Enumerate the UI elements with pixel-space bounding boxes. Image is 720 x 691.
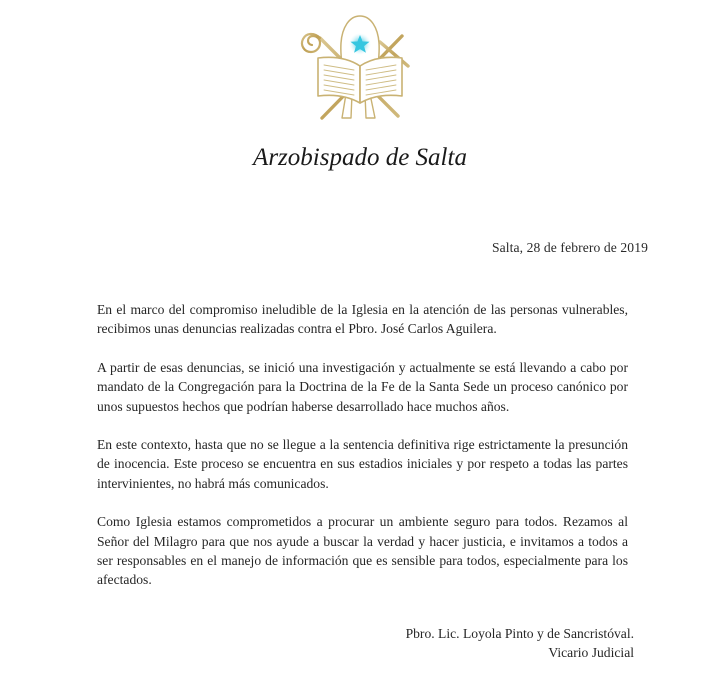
paragraph: En el marco del compromiso ineludible de la Iglesia en la atención de las personas vulnerables, recibimos unas denuncias realizadas contra el Pbro. José Carlos Aguilera. [97, 302, 628, 337]
signatory-title: Vicario Judicial [548, 645, 634, 661]
organization-name-text: Arzobispado de Salta [253, 144, 467, 171]
paragraph: En este contexto, hasta que no se llegue a la sentencia definitiva rige estrictamente la presunción de inocencia. Este proceso se encuentra en sus estadios iniciales y por respeto a todas las partes intervinientes, no habrá más comunicados. [97, 437, 628, 491]
organization-name [242, 136, 478, 178]
signature-block [0, 624, 720, 663]
letterhead [0, 0, 720, 178]
star-icon [349, 33, 371, 55]
signatory-name: Pbro. Lic. Loyola Pinto y de Sancristóval. [405, 625, 634, 641]
letter-body [0, 300, 720, 590]
paragraph: Como Iglesia estamos comprometidos a procurar un ambiente seguro para todos. Rezamos al Señor del Milagro para que nos ayude a buscar la verdad y hacer justicia, e invitamos a todos a ser responsables en el manejo de información que es sensible para todos, especialmente para los afectados. [97, 514, 628, 588]
date-line: Salta, 28 de febrero de 2019 [491, 240, 648, 255]
paragraph: A partir de esas denuncias, se inició una investigación y actualmente se está llevando a cabo por mandato de la Congregación para la Doctrina de la Fe de la Santa Sede un proceso canónico por unos supuestos hechos que podrían haberse desarrollado hace muchos años. [97, 359, 628, 414]
archdiocese-crest-icon [276, 8, 444, 130]
